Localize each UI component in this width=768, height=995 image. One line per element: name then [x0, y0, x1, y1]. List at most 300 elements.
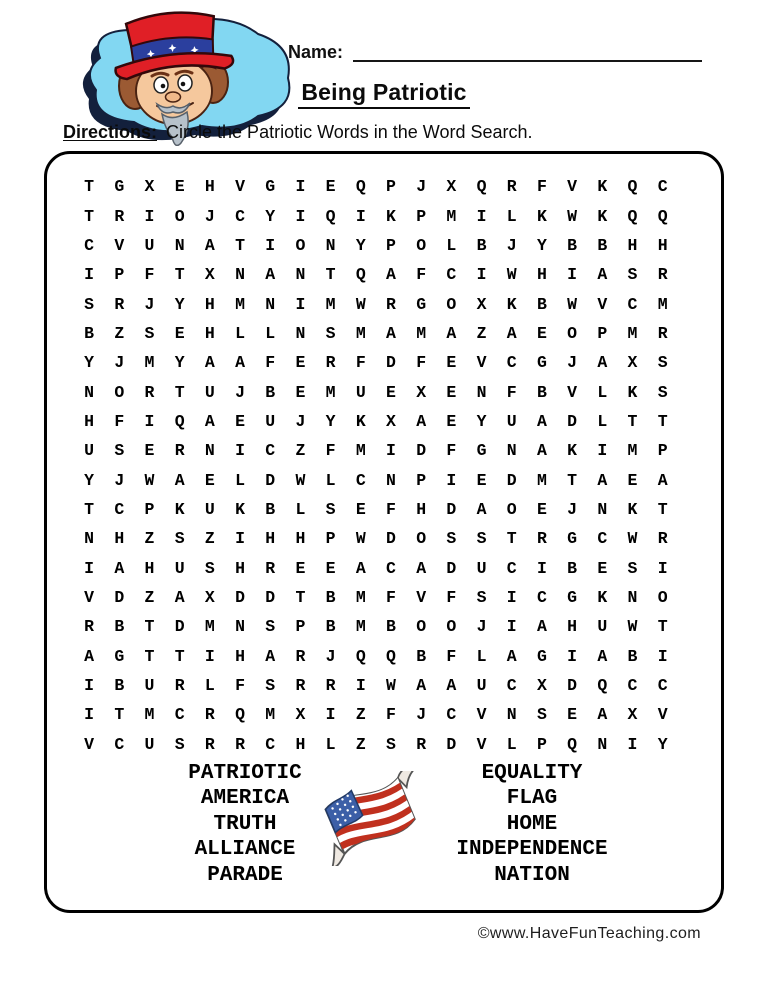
grid-letter[interactable]: H: [416, 499, 427, 519]
grid-letter[interactable]: B: [265, 499, 276, 519]
grid-letter[interactable]: X: [627, 353, 638, 373]
grid-letter[interactable]: O: [416, 617, 427, 637]
grid-letter[interactable]: A: [536, 441, 547, 461]
grid-letter[interactable]: S: [386, 734, 396, 754]
grid-letter[interactable]: R: [114, 206, 125, 226]
grid-letter[interactable]: R: [265, 558, 276, 578]
grid-letter[interactable]: T: [295, 587, 306, 607]
grid-letter[interactable]: Z: [476, 323, 487, 343]
grid-letter[interactable]: G: [567, 529, 578, 549]
grid-letter[interactable]: M: [355, 617, 366, 637]
grid-letter[interactable]: P: [144, 499, 155, 519]
grid-letter[interactable]: F: [386, 499, 396, 519]
grid-letter[interactable]: E: [144, 441, 155, 461]
grid-letter[interactable]: R: [536, 529, 547, 549]
grid-letter[interactable]: I: [567, 646, 578, 666]
grid-letter[interactable]: S: [476, 529, 487, 549]
grid-letter[interactable]: R: [506, 177, 517, 197]
grid-letter[interactable]: M: [144, 705, 155, 725]
grid-letter[interactable]: T: [114, 705, 125, 725]
grid-letter[interactable]: H: [657, 235, 668, 255]
grid-letter[interactable]: D: [567, 676, 578, 696]
grid-letter[interactable]: A: [114, 558, 125, 578]
grid-letter[interactable]: B: [567, 558, 578, 578]
grid-letter[interactable]: F: [446, 587, 457, 607]
grid-letter[interactable]: G: [265, 177, 276, 197]
grid-letter[interactable]: I: [446, 470, 457, 490]
grid-letter[interactable]: K: [536, 206, 547, 226]
grid-letter[interactable]: E: [597, 558, 608, 578]
grid-letter[interactable]: A: [446, 323, 457, 343]
grid-letter[interactable]: T: [567, 470, 578, 490]
grid-letter[interactable]: H: [144, 558, 155, 578]
grid-letter[interactable]: Y: [355, 235, 366, 255]
grid-letter[interactable]: N: [84, 382, 95, 402]
grid-letter[interactable]: N: [506, 705, 517, 725]
grid-letter[interactable]: H: [84, 411, 95, 431]
grid-letter[interactable]: H: [114, 529, 125, 549]
grid-letter[interactable]: N: [627, 587, 638, 607]
grid-letter[interactable]: A: [506, 646, 517, 666]
grid-letter[interactable]: T: [144, 617, 155, 637]
grid-letter[interactable]: H: [204, 294, 215, 314]
grid-letter[interactable]: S: [265, 617, 276, 637]
grid-letter[interactable]: O: [174, 206, 185, 226]
grid-letter[interactable]: L: [506, 206, 517, 226]
grid-letter[interactable]: M: [446, 206, 457, 226]
grid-letter[interactable]: B: [627, 646, 638, 666]
grid-letter[interactable]: E: [325, 177, 336, 197]
grid-letter[interactable]: I: [295, 206, 306, 226]
grid-letter[interactable]: P: [295, 617, 306, 637]
grid-letter[interactable]: R: [204, 734, 215, 754]
grid-letter[interactable]: J: [235, 382, 245, 402]
grid-letter[interactable]: Q: [657, 206, 668, 226]
grid-letter[interactable]: O: [446, 617, 457, 637]
grid-letter[interactable]: L: [265, 323, 276, 343]
grid-letter[interactable]: A: [597, 646, 608, 666]
grid-letter[interactable]: Z: [355, 734, 366, 754]
grid-letter[interactable]: P: [416, 206, 427, 226]
grid-letter[interactable]: R: [295, 676, 306, 696]
grid-letter[interactable]: F: [416, 353, 427, 373]
grid-letter[interactable]: R: [416, 734, 427, 754]
grid-letter[interactable]: N: [265, 294, 276, 314]
grid-letter[interactable]: I: [597, 441, 608, 461]
grid-letter[interactable]: A: [355, 558, 366, 578]
grid-letter[interactable]: C: [506, 676, 517, 696]
grid-letter[interactable]: S: [174, 529, 185, 549]
grid-letter[interactable]: B: [567, 235, 578, 255]
grid-letter[interactable]: F: [114, 411, 125, 431]
grid-letter[interactable]: A: [204, 353, 215, 373]
grid-letter[interactable]: R: [657, 529, 668, 549]
grid-letter[interactable]: I: [265, 235, 276, 255]
grid-letter[interactable]: V: [114, 235, 125, 255]
grid-letter[interactable]: A: [597, 353, 608, 373]
grid-letter[interactable]: R: [174, 441, 185, 461]
grid-letter[interactable]: D: [446, 734, 457, 754]
grid-letter[interactable]: I: [506, 587, 517, 607]
grid-letter[interactable]: D: [265, 470, 276, 490]
grid-letter[interactable]: U: [265, 411, 276, 431]
grid-letter[interactable]: P: [657, 441, 668, 461]
grid-letter[interactable]: O: [506, 499, 517, 519]
grid-letter[interactable]: D: [416, 441, 427, 461]
grid-letter[interactable]: E: [295, 382, 306, 402]
grid-letter[interactable]: I: [235, 441, 245, 461]
grid-letter[interactable]: O: [657, 587, 668, 607]
grid-letter[interactable]: F: [416, 265, 427, 285]
grid-letter[interactable]: M: [355, 441, 366, 461]
grid-letter[interactable]: C: [265, 441, 276, 461]
grid-letter[interactable]: F: [446, 441, 457, 461]
grid-letter[interactable]: M: [325, 382, 336, 402]
grid-letter[interactable]: C: [235, 206, 245, 226]
grid-letter[interactable]: S: [204, 558, 215, 578]
grid-letter[interactable]: C: [627, 294, 638, 314]
grid-letter[interactable]: C: [627, 676, 638, 696]
grid-letter[interactable]: N: [386, 470, 396, 490]
grid-letter[interactable]: R: [204, 705, 215, 725]
grid-letter[interactable]: H: [265, 529, 276, 549]
grid-letter[interactable]: S: [657, 353, 668, 373]
grid-letter[interactable]: M: [627, 323, 638, 343]
grid-letter[interactable]: N: [325, 235, 336, 255]
grid-letter[interactable]: I: [506, 617, 517, 637]
grid-letter[interactable]: M: [627, 441, 638, 461]
grid-letter[interactable]: M: [355, 587, 366, 607]
name-blank-line[interactable]: [353, 43, 702, 62]
grid-letter[interactable]: T: [84, 177, 95, 197]
grid-letter[interactable]: R: [84, 617, 95, 637]
grid-letter[interactable]: T: [657, 411, 668, 431]
grid-letter[interactable]: E: [627, 470, 638, 490]
grid-letter[interactable]: O: [416, 235, 427, 255]
grid-letter[interactable]: N: [597, 499, 608, 519]
grid-letter[interactable]: L: [506, 734, 517, 754]
grid-letter[interactable]: O: [446, 294, 457, 314]
grid-letter[interactable]: N: [84, 529, 95, 549]
grid-letter[interactable]: T: [657, 499, 668, 519]
grid-letter[interactable]: J: [144, 294, 155, 314]
grid-letter[interactable]: F: [144, 265, 155, 285]
grid-letter[interactable]: V: [476, 734, 487, 754]
grid-letter[interactable]: A: [386, 323, 396, 343]
grid-letter[interactable]: H: [536, 265, 547, 285]
grid-letter[interactable]: A: [174, 470, 185, 490]
grid-letter[interactable]: G: [114, 646, 125, 666]
grid-letter[interactable]: A: [476, 499, 487, 519]
grid-letter[interactable]: I: [657, 646, 668, 666]
grid-letter[interactable]: P: [114, 265, 125, 285]
grid-letter[interactable]: E: [446, 382, 457, 402]
grid-letter[interactable]: N: [295, 265, 306, 285]
grid-letter[interactable]: L: [235, 470, 245, 490]
grid-letter[interactable]: F: [355, 353, 366, 373]
grid-letter[interactable]: G: [114, 177, 125, 197]
grid-letter[interactable]: N: [174, 235, 185, 255]
grid-letter[interactable]: O: [295, 235, 306, 255]
grid-letter[interactable]: U: [476, 676, 487, 696]
grid-letter[interactable]: Q: [476, 177, 487, 197]
grid-letter[interactable]: J: [295, 411, 306, 431]
grid-letter[interactable]: T: [84, 206, 95, 226]
grid-letter[interactable]: Z: [204, 529, 215, 549]
grid-letter[interactable]: I: [84, 558, 95, 578]
grid-letter[interactable]: F: [235, 676, 245, 696]
grid-letter[interactable]: I: [325, 705, 336, 725]
grid-letter[interactable]: F: [325, 441, 336, 461]
grid-letter[interactable]: Z: [114, 323, 125, 343]
grid-letter[interactable]: E: [295, 353, 306, 373]
grid-letter[interactable]: D: [506, 470, 517, 490]
grid-letter[interactable]: D: [265, 587, 276, 607]
grid-letter[interactable]: W: [295, 470, 306, 490]
grid-letter[interactable]: E: [386, 382, 396, 402]
grid-letter[interactable]: N: [476, 382, 487, 402]
grid-letter[interactable]: D: [567, 411, 578, 431]
grid-letter[interactable]: Y: [325, 411, 336, 431]
grid-letter[interactable]: V: [84, 734, 95, 754]
grid-letter[interactable]: M: [144, 353, 155, 373]
grid-letter[interactable]: R: [295, 646, 306, 666]
grid-letter[interactable]: U: [144, 676, 155, 696]
grid-letter[interactable]: C: [446, 265, 457, 285]
grid-letter[interactable]: S: [114, 441, 125, 461]
grid-letter[interactable]: B: [416, 646, 427, 666]
grid-letter[interactable]: I: [476, 206, 487, 226]
grid-letter[interactable]: X: [446, 177, 457, 197]
grid-letter[interactable]: Q: [627, 206, 638, 226]
grid-letter[interactable]: C: [386, 558, 396, 578]
grid-letter[interactable]: O: [416, 529, 427, 549]
grid-letter[interactable]: C: [265, 734, 276, 754]
grid-letter[interactable]: L: [204, 676, 215, 696]
grid-letter[interactable]: Q: [627, 177, 638, 197]
grid-letter[interactable]: P: [386, 177, 396, 197]
grid-letter[interactable]: K: [174, 499, 185, 519]
grid-letter[interactable]: C: [597, 529, 608, 549]
grid-letter[interactable]: B: [597, 235, 608, 255]
grid-letter[interactable]: T: [657, 617, 668, 637]
grid-letter[interactable]: X: [386, 411, 396, 431]
grid-letter[interactable]: A: [174, 587, 185, 607]
grid-letter[interactable]: Q: [355, 646, 366, 666]
grid-letter[interactable]: J: [416, 705, 427, 725]
grid-letter[interactable]: C: [114, 499, 125, 519]
grid-letter[interactable]: P: [597, 323, 608, 343]
grid-letter[interactable]: A: [416, 676, 427, 696]
grid-letter[interactable]: I: [386, 441, 396, 461]
grid-letter[interactable]: A: [204, 411, 215, 431]
grid-letter[interactable]: M: [416, 323, 427, 343]
grid-letter[interactable]: R: [325, 353, 336, 373]
grid-letter[interactable]: B: [325, 587, 336, 607]
grid-letter[interactable]: X: [144, 177, 155, 197]
grid-letter[interactable]: E: [536, 499, 547, 519]
grid-letter[interactable]: Y: [657, 734, 668, 754]
grid-letter[interactable]: L: [597, 382, 608, 402]
grid-letter[interactable]: R: [325, 676, 336, 696]
grid-letter[interactable]: S: [325, 499, 336, 519]
grid-letter[interactable]: W: [506, 265, 517, 285]
grid-letter[interactable]: E: [446, 411, 457, 431]
grid-letter[interactable]: A: [446, 676, 457, 696]
grid-letter[interactable]: F: [265, 353, 276, 373]
grid-letter[interactable]: B: [325, 617, 336, 637]
grid-letter[interactable]: C: [174, 705, 185, 725]
grid-letter[interactable]: M: [657, 294, 668, 314]
grid-letter[interactable]: W: [627, 529, 638, 549]
grid-letter[interactable]: H: [235, 558, 245, 578]
grid-letter[interactable]: K: [627, 499, 638, 519]
grid-letter[interactable]: J: [416, 177, 427, 197]
grid-letter[interactable]: S: [536, 705, 547, 725]
grid-letter[interactable]: C: [657, 177, 668, 197]
grid-letter[interactable]: J: [567, 353, 578, 373]
grid-letter[interactable]: C: [114, 734, 125, 754]
grid-letter[interactable]: I: [144, 411, 155, 431]
grid-letter[interactable]: R: [144, 382, 155, 402]
grid-letter[interactable]: M: [536, 470, 547, 490]
grid-letter[interactable]: E: [355, 499, 366, 519]
grid-letter[interactable]: J: [204, 206, 215, 226]
grid-letter[interactable]: V: [476, 705, 487, 725]
grid-letter[interactable]: L: [235, 323, 245, 343]
grid-letter[interactable]: U: [204, 499, 215, 519]
grid-letter[interactable]: S: [657, 382, 668, 402]
grid-letter[interactable]: N: [235, 265, 245, 285]
grid-letter[interactable]: H: [204, 177, 215, 197]
grid-letter[interactable]: E: [536, 323, 547, 343]
grid-letter[interactable]: S: [325, 323, 336, 343]
grid-letter[interactable]: C: [657, 676, 668, 696]
grid-letter[interactable]: R: [657, 323, 668, 343]
grid-letter[interactable]: I: [84, 705, 95, 725]
grid-letter[interactable]: H: [627, 235, 638, 255]
grid-letter[interactable]: W: [386, 676, 396, 696]
grid-letter[interactable]: F: [386, 587, 396, 607]
grid-letter[interactable]: F: [446, 646, 457, 666]
grid-letter[interactable]: O: [114, 382, 125, 402]
grid-letter[interactable]: U: [144, 235, 155, 255]
grid-letter[interactable]: A: [597, 265, 608, 285]
grid-letter[interactable]: V: [567, 177, 578, 197]
grid-letter[interactable]: R: [235, 734, 245, 754]
grid-letter[interactable]: B: [114, 617, 125, 637]
grid-letter[interactable]: U: [204, 382, 215, 402]
grid-letter[interactable]: A: [265, 265, 276, 285]
grid-letter[interactable]: V: [84, 587, 95, 607]
grid-letter[interactable]: X: [295, 705, 306, 725]
grid-letter[interactable]: L: [325, 734, 336, 754]
grid-letter[interactable]: W: [355, 294, 366, 314]
grid-letter[interactable]: B: [265, 382, 276, 402]
grid-letter[interactable]: S: [144, 323, 155, 343]
grid-letter[interactable]: S: [476, 587, 487, 607]
grid-letter[interactable]: Z: [144, 587, 155, 607]
grid-letter[interactable]: A: [204, 235, 215, 255]
grid-letter[interactable]: T: [627, 411, 638, 431]
grid-letter[interactable]: P: [325, 529, 336, 549]
grid-letter[interactable]: X: [627, 705, 638, 725]
grid-letter[interactable]: U: [597, 617, 608, 637]
grid-letter[interactable]: D: [446, 558, 457, 578]
grid-letter[interactable]: Y: [174, 294, 185, 314]
grid-letter[interactable]: I: [567, 265, 578, 285]
grid-letter[interactable]: I: [144, 206, 155, 226]
grid-letter[interactable]: K: [355, 411, 366, 431]
grid-letter[interactable]: A: [416, 411, 427, 431]
grid-letter[interactable]: S: [627, 265, 638, 285]
grid-letter[interactable]: K: [235, 499, 245, 519]
grid-letter[interactable]: S: [174, 734, 185, 754]
grid-letter[interactable]: E: [325, 558, 336, 578]
grid-letter[interactable]: O: [567, 323, 578, 343]
grid-letter[interactable]: J: [114, 470, 125, 490]
grid-letter[interactable]: F: [506, 382, 517, 402]
grid-letter[interactable]: J: [506, 235, 517, 255]
grid-letter[interactable]: E: [204, 470, 215, 490]
grid-letter[interactable]: E: [174, 177, 185, 197]
grid-letter[interactable]: Q: [567, 734, 578, 754]
grid-letter[interactable]: G: [567, 587, 578, 607]
grid-letter[interactable]: N: [506, 441, 517, 461]
grid-letter[interactable]: M: [204, 617, 215, 637]
grid-letter[interactable]: A: [597, 470, 608, 490]
grid-letter[interactable]: A: [536, 411, 547, 431]
grid-letter[interactable]: R: [174, 676, 185, 696]
grid-letter[interactable]: A: [506, 323, 517, 343]
grid-letter[interactable]: Q: [174, 411, 185, 431]
grid-letter[interactable]: U: [174, 558, 185, 578]
grid-letter[interactable]: E: [567, 705, 578, 725]
grid-letter[interactable]: I: [295, 294, 306, 314]
grid-letter[interactable]: T: [144, 646, 155, 666]
grid-letter[interactable]: G: [536, 353, 547, 373]
grid-letter[interactable]: V: [476, 353, 487, 373]
grid-letter[interactable]: N: [295, 323, 306, 343]
grid-letter[interactable]: X: [536, 676, 547, 696]
grid-letter[interactable]: T: [174, 382, 185, 402]
grid-letter[interactable]: I: [204, 646, 215, 666]
grid-letter[interactable]: U: [476, 558, 487, 578]
grid-letter[interactable]: A: [386, 265, 396, 285]
grid-letter[interactable]: C: [536, 587, 547, 607]
grid-letter[interactable]: Z: [295, 441, 306, 461]
grid-letter[interactable]: Y: [536, 235, 547, 255]
grid-letter[interactable]: Y: [84, 353, 95, 373]
grid-letter[interactable]: W: [567, 206, 578, 226]
grid-letter[interactable]: J: [325, 646, 336, 666]
grid-letter[interactable]: E: [235, 411, 245, 431]
grid-letter[interactable]: I: [657, 558, 668, 578]
grid-letter[interactable]: H: [295, 529, 306, 549]
grid-letter[interactable]: R: [114, 294, 125, 314]
grid-letter[interactable]: Q: [355, 265, 366, 285]
grid-letter[interactable]: E: [295, 558, 306, 578]
grid-letter[interactable]: L: [476, 646, 487, 666]
grid-letter[interactable]: T: [84, 499, 95, 519]
grid-letter[interactable]: G: [416, 294, 427, 314]
grid-letter[interactable]: Q: [235, 705, 245, 725]
grid-letter[interactable]: K: [597, 587, 608, 607]
grid-letter[interactable]: Q: [597, 676, 608, 696]
grid-letter[interactable]: S: [627, 558, 638, 578]
grid-letter[interactable]: X: [204, 587, 215, 607]
grid-letter[interactable]: I: [295, 177, 306, 197]
